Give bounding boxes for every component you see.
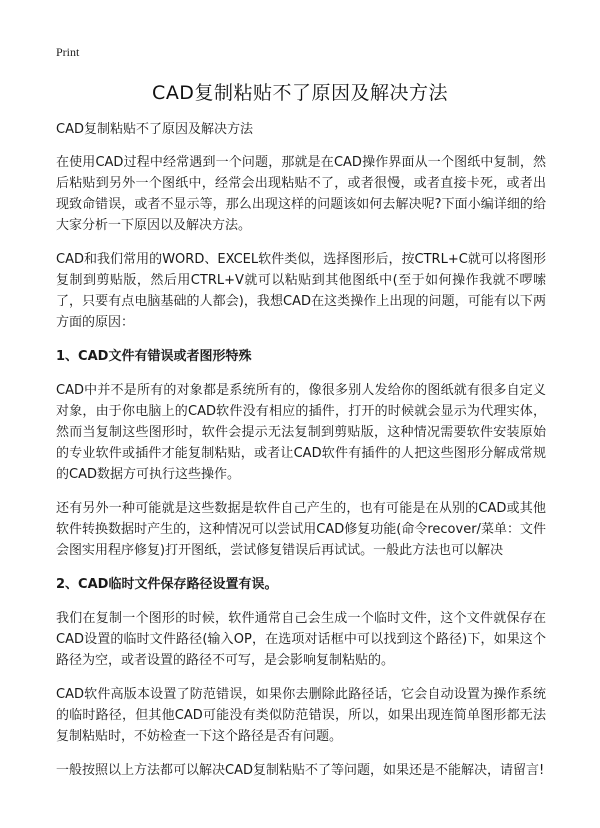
article-body [56,119,546,794]
section-2-heading: 2、CAD临时文件保存路径设置有误。 [56,577,278,592]
section-1-heading: 1、CAD文件有错误或者图形特殊 [56,349,252,364]
article-subtitle: CAD复制粘贴不了原因及解决方法 [56,122,253,137]
print-link[interactable]: Print [56,45,80,59]
page-title: CAD复制粘贴不了原因及解决方法 [152,82,448,104]
conclusion-paragraph: 一般按照以上方法都可以解决CAD复制粘贴不了等问题，如果还是不能解决，请留言! [56,763,545,778]
section-1-paragraph-1: CAD中并不是所有的对象都是系统所有的，像很多别人发给你的图纸就有很多自定义对象，由于你电脑上的CAD软件没有相应的插件，打开的时候就会显示为代理实体，然而当复制这些图形时，软件会提示无法复制到剪贴版，这种情况需要软件安装原始的专业软件或插件才能复制粘贴，或者让CAD软件有插件的人把这些图形分解成常规的CAD数据方可执行这些操作。 [56,383,546,482]
section-1-paragraph-2: 还有另外一种可能就是这些数据是软件自己产生的，也有可能是在从别的CAD或其他软件转换数据时产生的，这种情况可以尝试用CAD修复功能(命令recover/菜单：文件会图实用程序修复)打开图纸，尝试修复错误后再试试。一般此方法也可以解决 [56,501,546,558]
intro-paragraph: 在使用CAD过程中经常遇到一个问题，那就是在CAD操作界面从一个图纸中复制，然后粘贴到另外一个图纸中，经常会出现粘贴不了，或者很慢，或者直接卡死，或者出现致命错误，或者不显示等，那么出现这样的问题该如何去解决呢?下面小编详细的给大家分析一下原因以及解决方法。 [56,155,546,233]
section-2-paragraph-1: 我们在复制一个图形的时候，软件通常自己会生成一个临时文件，这个文件就保存在CAD设置的临时文件路径(输入OP，在选项对话框中可以找到这个路径)下，如果这个路径为空，或者设置的路径不可写，是会影响复制粘贴的。 [56,611,546,668]
section-2-paragraph-2: CAD软件高版本设置了防范错误，如果你去删除此路径话，它会自动设置为操作系统的临时路径，但其他CAD可能没有类似防范错误，所以，如果出现连简单图形都无法复制粘贴时，不妨检查一下这个路径是否有问题。 [56,687,546,744]
intro-paragraph-2: CAD和我们常用的WORD、EXCEL软件类似，选择图形后，按CTRL+C就可以将图形复制到剪贴版，然后用CTRL+V就可以粘贴到其他图纸中(至于如何操作我就不啰嗦了，只要有点电脑基础的人都会)，我想CAD在这类操作上出现的问题，可能有以下两方面的原因： [56,252,546,330]
